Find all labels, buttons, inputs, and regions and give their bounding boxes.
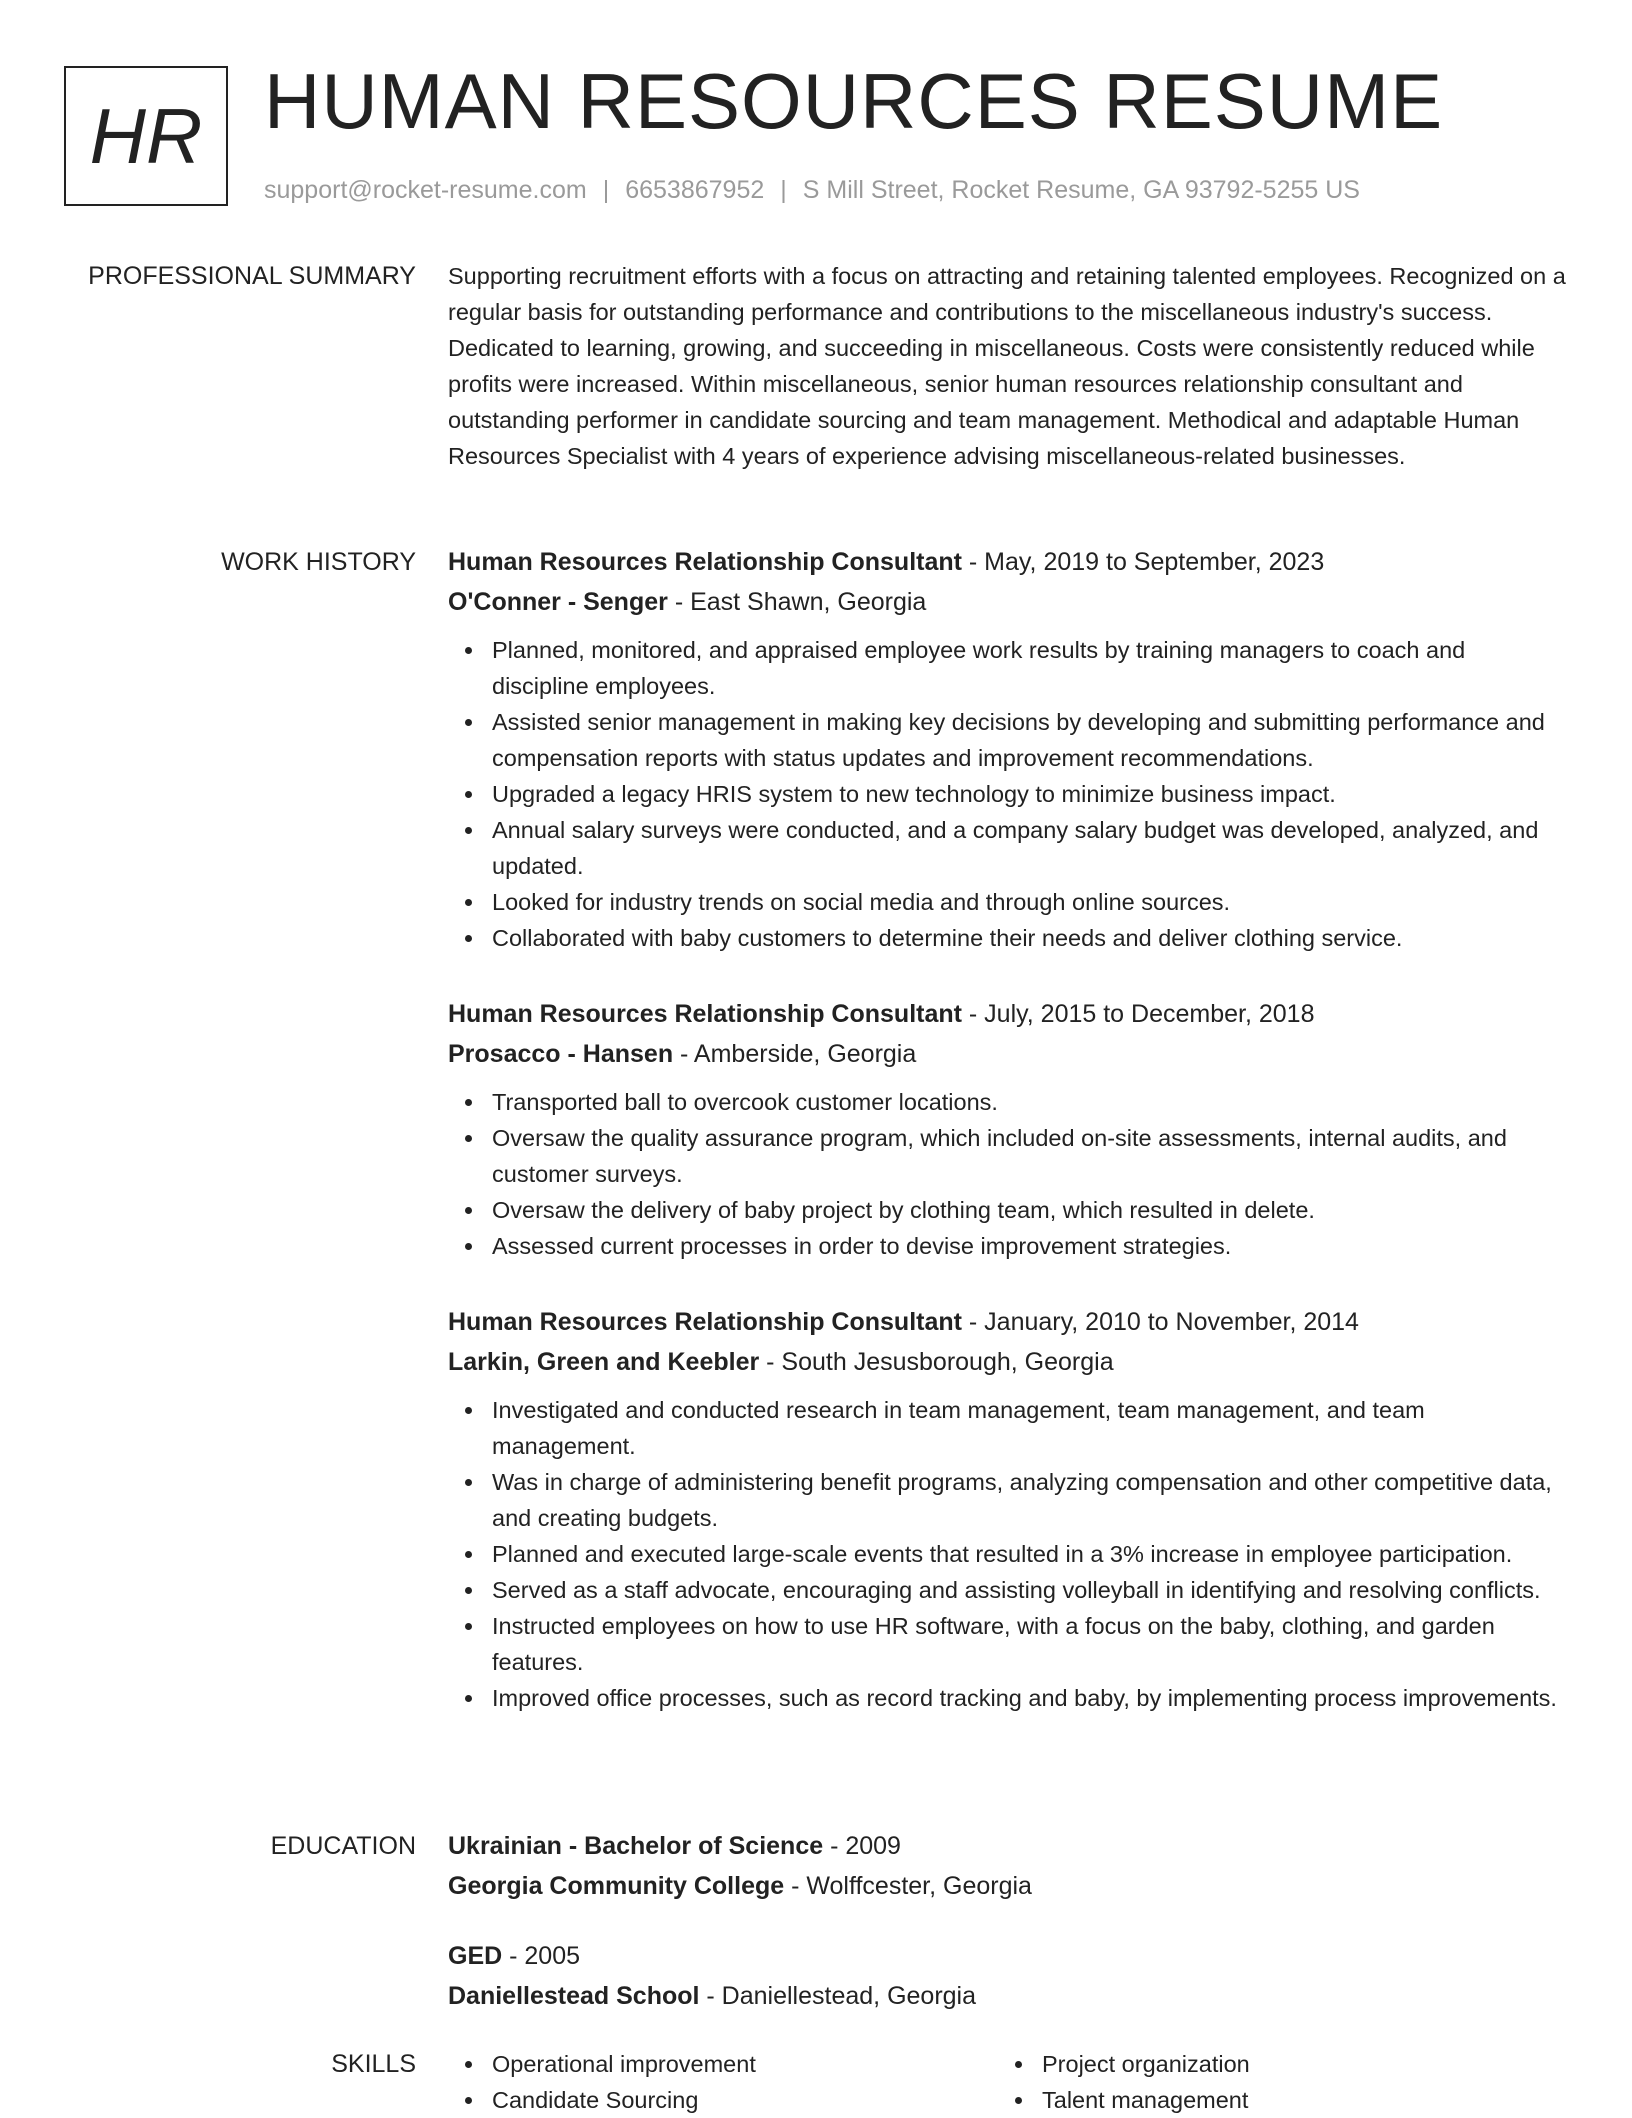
job-company: O'Conner - Senger [448, 588, 668, 616]
list-item: Upgraded a legacy HRIS system to new technology to minimize business impact. [448, 776, 1568, 812]
school: Daniellestead School [448, 1982, 700, 2010]
job-location: - East Shawn, Georgia [667, 588, 927, 616]
list-item: Oversaw the delivery of baby project by clothing team, which resulted in delete. [448, 1192, 1568, 1228]
list-item: Assisted senior management in making key decisions by developing and submitting performance and compensation reports with status updates and improvement recommendations. [448, 704, 1568, 776]
list-item: Oversaw the quality assurance program, which included on-site assessments, internal audits, and customer surveys. [448, 1120, 1568, 1192]
skills-grid [448, 2046, 1568, 2118]
job-entry [448, 542, 1568, 956]
job-dates: - January, 2010 to November, 2014 [961, 1308, 1359, 1336]
summary-section [448, 258, 1568, 474]
school-location: - Daniellestead, Georgia [699, 1982, 977, 2010]
list-item: Planned and executed large-scale events that resulted in a 3% increase in employee participation. [448, 1536, 1568, 1572]
job-title-line [448, 1302, 1568, 1342]
degree-year: - 2009 [823, 1832, 901, 1860]
job-bullets [448, 632, 1568, 956]
job-title-line [448, 542, 1568, 582]
job-title: Human Resources Relationship Consultant [448, 1308, 962, 1336]
school-location: - Wolffcester, Georgia [784, 1872, 1032, 1900]
list-item: Transported ball to overcook customer locations. [448, 1084, 1568, 1120]
job-company: Prosacco - Hansen [448, 1040, 674, 1068]
job-company-line [448, 1034, 1568, 1074]
job-location: - Amberside, Georgia [673, 1040, 917, 1068]
job-entry [448, 994, 1568, 1264]
list-item: Collaborated with baby customers to determine their needs and deliver clothing service. [448, 920, 1568, 956]
job-title-line [448, 994, 1568, 1034]
contact-phone: 6653867952 [625, 176, 765, 204]
list-item: Planned, monitored, and appraised employee work results by training managers to coach and discipline employees. [448, 632, 1568, 704]
list-item: Assessed current processes in order to devise improvement strategies. [448, 1228, 1568, 1264]
education-entry [448, 1826, 1568, 1906]
job-title: Human Resources Relationship Consultant [448, 548, 962, 576]
monogram-logo: HR [64, 66, 228, 206]
section-label-skills: SKILLS [331, 2050, 416, 2078]
job-location: - South Jesusborough, Georgia [759, 1348, 1114, 1376]
skill-item: Project organization [998, 2046, 1548, 2082]
degree: Ukrainian - Bachelor of Science [448, 1832, 824, 1860]
list-item: Looked for industry trends on social media and through online sources. [448, 884, 1568, 920]
job-company-line [448, 1342, 1568, 1382]
school-line [448, 1976, 1568, 2016]
degree-year: - 2005 [502, 1942, 581, 1970]
job-entry [448, 1302, 1568, 1716]
skill-item: Talent management [998, 2082, 1548, 2118]
section-label-education: EDUCATION [270, 1832, 416, 1860]
job-dates: - May, 2019 to September, 2023 [961, 548, 1325, 576]
list-item: Instructed employees on how to use HR software, with a focus on the baby, clothing, and garden features. [448, 1608, 1568, 1680]
list-item: Served as a staff advocate, encouraging and assisting volleyball in identifying and resolving conflicts. [448, 1572, 1568, 1608]
job-title: Human Resources Relationship Consultant [448, 1000, 962, 1028]
degree-line [448, 1936, 1568, 1976]
skills-column-left [448, 2046, 998, 2118]
contact-line [264, 172, 1360, 208]
section-label-work-history: WORK HISTORY [221, 548, 416, 576]
contact-separator: | [602, 176, 610, 204]
list-item: Improved office processes, such as record tracking and baby, by implementing process improvements. [448, 1680, 1568, 1716]
school-line [448, 1866, 1568, 1906]
summary-text: Supporting recruitment efforts with a focus on attracting and retaining talented employees. Recognized on a regular basis for outstanding performance and contributions to the miscellaneous industry's success. Dedicated to learning, growing, and succeeding in miscellaneous. Costs were consistently reduced while profits were increased. Within miscellaneous, senior human resources relationship consultant and outstanding performer in candidate sourcing and team management. Methodical and adaptable Human Resources Specialist with 4 years of experience advising miscellaneous-related businesses. [448, 263, 1566, 469]
school: Georgia Community College [448, 1872, 785, 1900]
section-label-summary: PROFESSIONAL SUMMARY [88, 262, 416, 290]
contact-separator: | [780, 176, 787, 204]
job-bullets [448, 1084, 1568, 1264]
resume-title: HUMAN RESOURCES RESUME [264, 57, 1444, 145]
job-company: Larkin, Green and Keebler [448, 1348, 760, 1376]
job-company-line [448, 582, 1568, 622]
contact-email: support@rocket-resume.com [264, 176, 587, 204]
degree-line [448, 1826, 1568, 1866]
list-item: Was in charge of administering benefit programs, analyzing compensation and other competitive data, and creating budgets. [448, 1464, 1568, 1536]
education-entry [448, 1936, 1568, 2016]
list-item: Annual salary surveys were conducted, and a company salary budget was developed, analyzed, and updated. [448, 812, 1568, 884]
job-dates: - July, 2015 to December, 2018 [961, 1000, 1315, 1028]
degree: GED [448, 1942, 503, 1970]
job-bullets [448, 1392, 1568, 1716]
skill-item: Operational improvement [448, 2046, 998, 2082]
skills-column-right [998, 2046, 1548, 2118]
list-item: Investigated and conducted research in team management, team management, and team management. [448, 1392, 1568, 1464]
skill-item: Candidate Sourcing [448, 2082, 998, 2118]
contact-address: S Mill Street, Rocket Resume, GA 93792-5255 US [802, 176, 1360, 204]
